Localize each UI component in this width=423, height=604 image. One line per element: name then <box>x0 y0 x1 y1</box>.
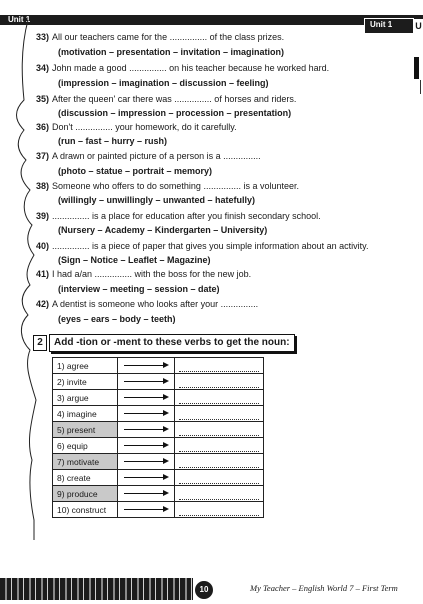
table-row <box>53 422 264 438</box>
verb-cell: 4) imagine <box>53 406 118 422</box>
question-34 <box>36 62 329 74</box>
question-33 <box>36 31 284 43</box>
question-39 <box>36 210 321 222</box>
question-40 <box>36 240 369 252</box>
answer-blank[interactable] <box>175 422 264 438</box>
table-row <box>53 390 264 406</box>
footer-book-title: My Teacher – English World 7 – First Term <box>250 583 398 593</box>
arrow-cell <box>118 422 175 438</box>
question-text: A dentist is someone who looks after your ............... <box>52 299 259 309</box>
arrow-cell <box>118 486 175 502</box>
answer-dotted-line <box>179 505 259 516</box>
question-text: Someone who offers to do something ............... is a volunteer. <box>52 181 299 191</box>
arrow-cell <box>118 470 175 486</box>
footer-decorative-pattern <box>0 578 193 600</box>
edge-unit-letter: U <box>415 21 422 31</box>
question-text: All our teachers came for the ............... of the class prizes. <box>52 32 285 42</box>
answer-dotted-line <box>179 457 259 468</box>
answer-blank[interactable] <box>175 486 264 502</box>
question-42-options: (eyes – ears – body – teeth) <box>58 314 176 324</box>
table-row <box>53 358 264 374</box>
binding-margin-curve <box>0 20 40 540</box>
answer-blank[interactable] <box>175 374 264 390</box>
arrow-right-icon <box>118 406 174 421</box>
arrow-right-icon <box>118 422 174 437</box>
unit-label-left: Unit 1 <box>8 15 31 24</box>
answer-blank[interactable] <box>175 502 264 518</box>
table-row <box>53 486 264 502</box>
answer-dotted-line <box>179 393 259 404</box>
section-title: Add -tion or -ment to these verbs to get the noun: <box>49 334 295 352</box>
verb-cell: 10) construct <box>53 502 118 518</box>
arrow-right-icon <box>118 374 174 389</box>
arrow-cell <box>118 502 175 518</box>
unit-label-right: Unit 1 <box>370 20 393 29</box>
edge-bar-mark <box>414 57 419 79</box>
page-number-badge: 10 <box>194 580 214 600</box>
arrow-right-icon <box>118 454 174 469</box>
question-33-options: (motivation – presentation – invitation – imagination) <box>58 47 285 57</box>
question-39-options: (Nursery – Academy – Kindergarten – University) <box>58 225 268 235</box>
question-36 <box>36 121 237 133</box>
answer-dotted-line <box>179 473 259 484</box>
question-number: 33) <box>36 32 50 42</box>
arrow-cell <box>118 406 175 422</box>
table-row <box>53 406 264 422</box>
answer-blank[interactable] <box>175 454 264 470</box>
arrow-cell <box>118 390 175 406</box>
table-row <box>53 454 264 470</box>
question-number: 39) <box>36 211 50 221</box>
answer-blank[interactable] <box>175 438 264 454</box>
arrow-right-icon <box>118 502 174 517</box>
section-number: 2 <box>33 335 47 351</box>
edge-line-mark <box>420 80 421 94</box>
verb-table <box>52 357 264 518</box>
verb-cell: 9) produce <box>53 486 118 502</box>
table-row <box>53 470 264 486</box>
arrow-right-icon <box>118 438 174 453</box>
verb-cell: 6) equip <box>53 438 118 454</box>
question-number: 41) <box>36 269 50 279</box>
question-number: 36) <box>36 122 50 132</box>
question-text: Don't ............... your homework, do it carefully. <box>52 122 237 132</box>
answer-blank[interactable] <box>175 358 264 374</box>
question-41 <box>36 268 251 280</box>
verb-cell: 3) argue <box>53 390 118 406</box>
arrow-right-icon <box>118 486 174 501</box>
question-text: ............... is a place for education after you finish secondary school. <box>52 211 321 221</box>
question-text: After the queen' car there was ............... of horses and riders. <box>52 94 297 104</box>
question-35 <box>36 93 296 105</box>
table-row <box>53 438 264 454</box>
question-37 <box>36 150 261 162</box>
question-text: I had a/an ............... with the boss for the new job. <box>52 269 252 279</box>
verb-cell: 8) create <box>53 470 118 486</box>
question-number: 34) <box>36 63 50 73</box>
question-36-options: (run – fast – hurry – rush) <box>58 136 168 146</box>
arrow-right-icon <box>118 358 174 373</box>
question-38 <box>36 180 299 192</box>
question-35-options: (discussion – impression – procession – presentation) <box>58 108 292 118</box>
answer-dotted-line <box>179 441 259 452</box>
table-row <box>53 374 264 390</box>
answer-blank[interactable] <box>175 406 264 422</box>
arrow-right-icon <box>118 390 174 405</box>
answer-blank[interactable] <box>175 470 264 486</box>
question-number: 37) <box>36 151 50 161</box>
arrow-cell <box>118 374 175 390</box>
question-41-options: (interview – meeting – session – date) <box>58 284 220 294</box>
verb-cell: 1) agree <box>53 358 118 374</box>
header-bar <box>0 15 423 25</box>
arrow-cell <box>118 358 175 374</box>
answer-dotted-line <box>179 425 259 436</box>
arrow-right-icon <box>118 470 174 485</box>
question-number: 38) <box>36 181 50 191</box>
question-37-options: (photo – statue – portrait – memory) <box>58 166 213 176</box>
verb-cell: 5) present <box>53 422 118 438</box>
question-text: A drawn or painted picture of a person is a ............... <box>52 151 261 161</box>
answer-dotted-line <box>179 489 259 500</box>
arrow-cell <box>118 454 175 470</box>
question-number: 40) <box>36 241 50 251</box>
verb-cell: 2) invite <box>53 374 118 390</box>
question-42 <box>36 298 258 310</box>
table-row <box>53 502 264 518</box>
question-text: ............... is a piece of paper that gives you simple information about an activity. <box>52 241 369 251</box>
verb-cell: 7) motivate <box>53 454 118 470</box>
question-text: John made a good ............... on his teacher because he worked hard. <box>52 63 330 73</box>
question-34-options: (impression – imagination – discussion – feeling) <box>58 78 269 88</box>
question-number: 42) <box>36 299 50 309</box>
answer-dotted-line <box>179 409 259 420</box>
answer-blank[interactable] <box>175 390 264 406</box>
answer-dotted-line <box>179 377 259 388</box>
question-38-options: (willingly – unwillingly – unwanted – hatefully) <box>58 195 256 205</box>
answer-dotted-line <box>179 361 259 372</box>
question-40-options: (Sign – Notice – Leaflet – Magazine) <box>58 255 211 265</box>
question-number: 35) <box>36 94 50 104</box>
arrow-cell <box>118 438 175 454</box>
